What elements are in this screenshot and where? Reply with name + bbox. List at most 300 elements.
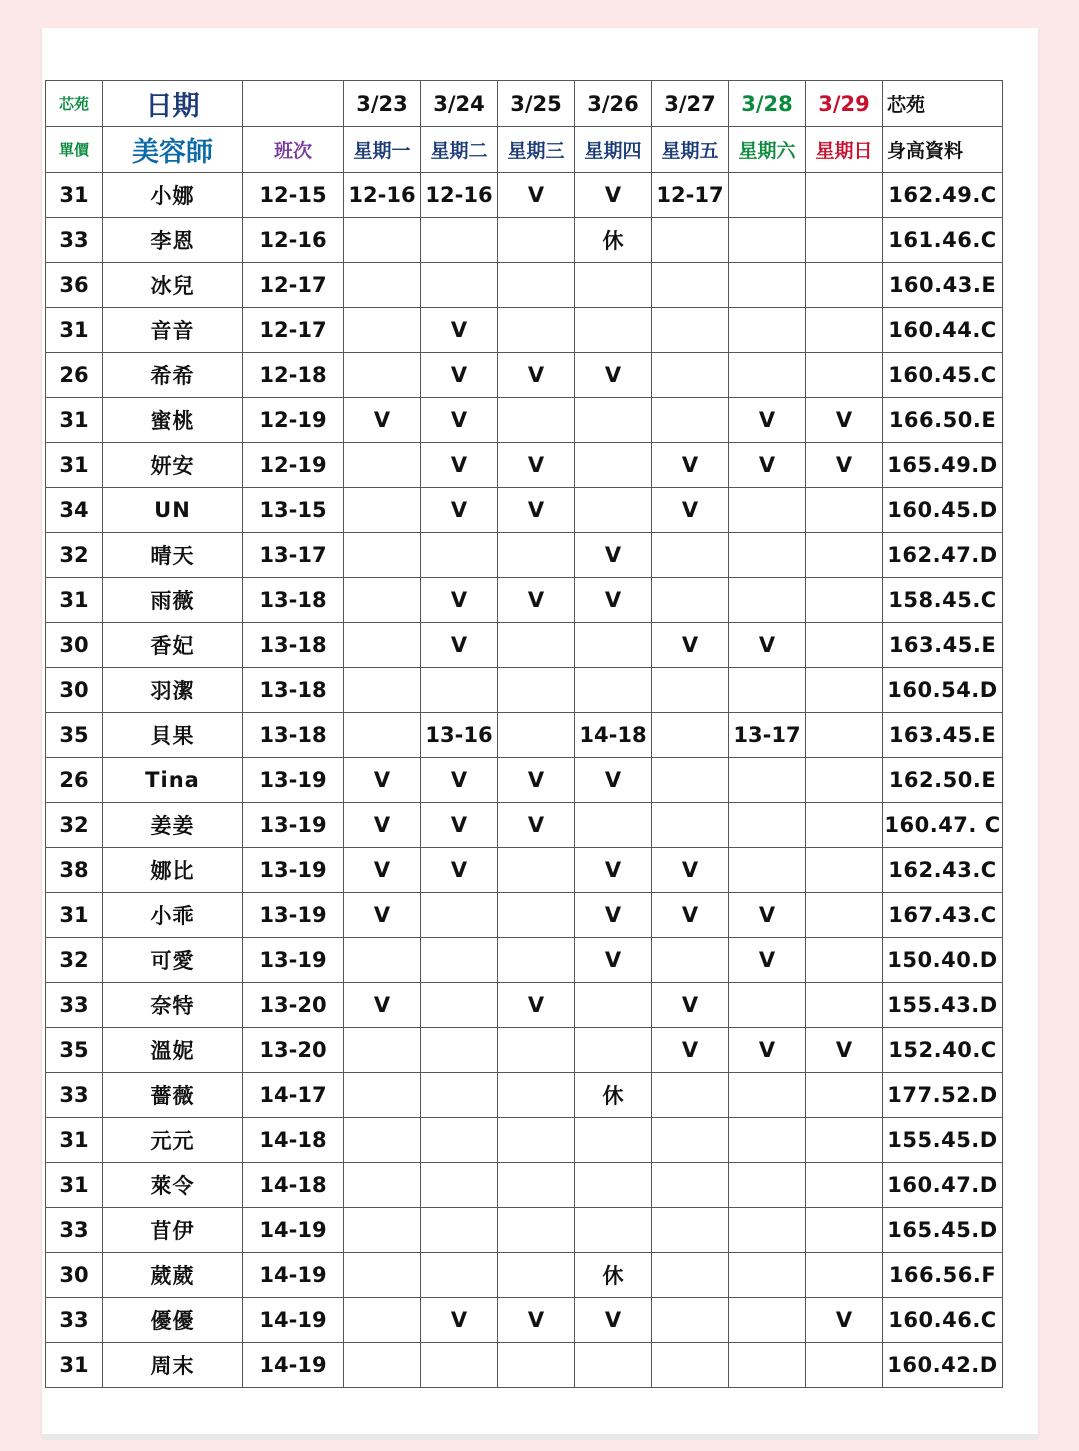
height-cell: 165.49.D <box>883 443 1003 488</box>
day-cell <box>652 1298 729 1343</box>
date-header: 3/28 <box>729 81 806 127</box>
day-cell <box>729 848 806 893</box>
day-cell <box>729 758 806 803</box>
day-cell <box>652 398 729 443</box>
price-cell: 31 <box>46 1118 103 1163</box>
day-cell: V <box>421 1298 498 1343</box>
shift-cell: 13-19 <box>243 848 344 893</box>
day-cell <box>806 848 883 893</box>
day-cell <box>344 1163 421 1208</box>
day-cell: 休 <box>575 1073 652 1118</box>
price-cell: 35 <box>46 713 103 758</box>
day-cell: V <box>421 623 498 668</box>
day-cell: V <box>729 938 806 983</box>
staff-name-cell: UN <box>103 488 243 533</box>
price-cell: 26 <box>46 758 103 803</box>
day-cell <box>344 1073 421 1118</box>
day-cell <box>575 1343 652 1388</box>
date-header: 3/24 <box>421 81 498 127</box>
day-cell: V <box>498 1298 575 1343</box>
day-cell <box>498 893 575 938</box>
brand-label-right: 芯苑 <box>883 81 1003 127</box>
day-cell: V <box>575 938 652 983</box>
header-row-dates <box>46 81 1003 127</box>
day-cell <box>729 263 806 308</box>
brand-label: 芯苑 <box>46 81 103 127</box>
day-cell <box>575 398 652 443</box>
day-cell <box>806 488 883 533</box>
price-cell: 31 <box>46 578 103 623</box>
table-row <box>46 578 1003 623</box>
day-cell <box>498 1118 575 1163</box>
weekday-header: 星期四 <box>575 127 652 173</box>
day-cell: V <box>575 848 652 893</box>
height-cell: 163.45.E <box>883 623 1003 668</box>
day-cell: V <box>652 983 729 1028</box>
day-cell <box>652 533 729 578</box>
staff-name-cell: 妍安 <box>103 443 243 488</box>
price-cell: 35 <box>46 1028 103 1073</box>
table-row <box>46 218 1003 263</box>
day-cell <box>806 623 883 668</box>
table-row <box>46 1253 1003 1298</box>
day-cell <box>575 668 652 713</box>
day-cell <box>806 938 883 983</box>
height-cell: 161.46.C <box>883 218 1003 263</box>
staff-name-cell: 貝果 <box>103 713 243 758</box>
day-cell <box>575 983 652 1028</box>
shift-cell: 14-19 <box>243 1253 344 1298</box>
day-cell <box>806 353 883 398</box>
day-cell <box>806 1208 883 1253</box>
day-cell <box>652 803 729 848</box>
day-cell <box>421 893 498 938</box>
day-cell <box>575 1208 652 1253</box>
day-cell: V <box>575 758 652 803</box>
date-header: 3/23 <box>344 81 421 127</box>
day-cell <box>421 668 498 713</box>
date-header: 3/29 <box>806 81 883 127</box>
price-cell: 34 <box>46 488 103 533</box>
price-cell: 38 <box>46 848 103 893</box>
day-cell <box>806 1343 883 1388</box>
day-cell <box>344 578 421 623</box>
day-cell <box>421 1118 498 1163</box>
staff-name-cell: 萊令 <box>103 1163 243 1208</box>
day-cell: V <box>421 443 498 488</box>
day-cell <box>806 173 883 218</box>
day-cell <box>729 533 806 578</box>
day-cell <box>575 1163 652 1208</box>
height-cell: 160.44.C <box>883 308 1003 353</box>
height-cell: 160.43.E <box>883 263 1003 308</box>
day-cell: V <box>575 1298 652 1343</box>
day-cell <box>421 1343 498 1388</box>
day-cell <box>806 533 883 578</box>
price-cell: 32 <box>46 938 103 983</box>
shift-cell: 12-15 <box>243 173 344 218</box>
day-cell: V <box>498 488 575 533</box>
price-cell: 30 <box>46 623 103 668</box>
day-cell: V <box>344 983 421 1028</box>
height-cell: 155.45.D <box>883 1118 1003 1163</box>
day-cell <box>344 533 421 578</box>
day-cell: 休 <box>575 1253 652 1298</box>
shift-cell: 13-15 <box>243 488 344 533</box>
staff-name-cell: 元元 <box>103 1118 243 1163</box>
table-row <box>46 803 1003 848</box>
day-cell: V <box>498 803 575 848</box>
table-row <box>46 443 1003 488</box>
height-label: 身高資料 <box>883 127 1003 173</box>
day-cell <box>498 848 575 893</box>
height-cell: 162.43.C <box>883 848 1003 893</box>
day-cell: V <box>575 578 652 623</box>
day-cell <box>498 938 575 983</box>
table-row <box>46 1163 1003 1208</box>
day-cell <box>806 308 883 353</box>
day-cell <box>729 353 806 398</box>
price-cell: 33 <box>46 983 103 1028</box>
height-cell: 160.45.C <box>883 353 1003 398</box>
day-cell: 12-16 <box>344 173 421 218</box>
table-row <box>46 713 1003 758</box>
table-row <box>46 488 1003 533</box>
price-cell: 33 <box>46 1073 103 1118</box>
staff-name-cell: 香妃 <box>103 623 243 668</box>
height-cell: 166.56.F <box>883 1253 1003 1298</box>
day-cell <box>806 983 883 1028</box>
height-cell: 166.50.E <box>883 398 1003 443</box>
day-cell: V <box>652 488 729 533</box>
day-cell <box>652 218 729 263</box>
day-cell: V <box>575 173 652 218</box>
day-cell <box>729 668 806 713</box>
day-cell <box>652 1253 729 1298</box>
price-cell: 31 <box>46 173 103 218</box>
price-cell: 31 <box>46 893 103 938</box>
price-cell: 31 <box>46 443 103 488</box>
staff-name-cell: 羽潔 <box>103 668 243 713</box>
day-cell <box>729 1343 806 1388</box>
staff-name-cell: 周末 <box>103 1343 243 1388</box>
shift-cell: 13-19 <box>243 893 344 938</box>
shift-cell: 13-19 <box>243 938 344 983</box>
day-cell <box>806 893 883 938</box>
staff-name-cell: 薔薇 <box>103 1073 243 1118</box>
day-cell: V <box>729 443 806 488</box>
day-cell <box>729 173 806 218</box>
staff-name-cell: 晴天 <box>103 533 243 578</box>
day-cell <box>729 983 806 1028</box>
schedule-table <box>45 80 1003 1388</box>
staff-name-cell: 溫妮 <box>103 1028 243 1073</box>
day-cell <box>729 1253 806 1298</box>
table-row <box>46 623 1003 668</box>
day-cell: 12-16 <box>421 173 498 218</box>
header-row-weekdays <box>46 127 1003 173</box>
day-cell <box>344 1253 421 1298</box>
shift-cell: 12-16 <box>243 218 344 263</box>
day-cell: V <box>806 398 883 443</box>
day-cell <box>806 713 883 758</box>
day-cell <box>498 1163 575 1208</box>
day-cell <box>498 1073 575 1118</box>
day-cell: V <box>652 1028 729 1073</box>
weekday-header: 星期六 <box>729 127 806 173</box>
day-cell <box>575 263 652 308</box>
staff-name-cell: Tina <box>103 758 243 803</box>
day-cell <box>729 1298 806 1343</box>
day-cell: V <box>421 848 498 893</box>
day-cell: V <box>729 1028 806 1073</box>
table-row <box>46 1118 1003 1163</box>
day-cell <box>652 578 729 623</box>
day-cell <box>652 1118 729 1163</box>
day-cell <box>344 1343 421 1388</box>
day-cell <box>498 1343 575 1388</box>
day-cell <box>729 218 806 263</box>
day-cell: V <box>652 623 729 668</box>
day-cell <box>344 713 421 758</box>
day-cell <box>806 1073 883 1118</box>
table-row <box>46 668 1003 713</box>
price-cell: 31 <box>46 308 103 353</box>
day-cell <box>344 1208 421 1253</box>
day-cell <box>806 1118 883 1163</box>
shift-cell: 12-19 <box>243 398 344 443</box>
height-cell: 177.52.D <box>883 1073 1003 1118</box>
staff-name-cell: 小娜 <box>103 173 243 218</box>
staff-name-cell: 李恩 <box>103 218 243 263</box>
day-cell <box>806 758 883 803</box>
day-cell <box>575 308 652 353</box>
shift-cell: 13-19 <box>243 803 344 848</box>
shift-cell: 14-19 <box>243 1298 344 1343</box>
shift-cell: 14-18 <box>243 1163 344 1208</box>
day-cell: V <box>498 443 575 488</box>
height-cell: 167.43.C <box>883 893 1003 938</box>
price-cell: 31 <box>46 1163 103 1208</box>
day-cell <box>498 668 575 713</box>
day-cell <box>421 1028 498 1073</box>
day-cell <box>575 443 652 488</box>
day-cell <box>344 1028 421 1073</box>
day-cell: V <box>498 353 575 398</box>
day-cell <box>498 398 575 443</box>
height-cell: 165.45.D <box>883 1208 1003 1253</box>
height-cell: 150.40.D <box>883 938 1003 983</box>
day-cell: 休 <box>575 218 652 263</box>
day-cell <box>344 623 421 668</box>
day-cell: V <box>421 758 498 803</box>
price-cell: 33 <box>46 1208 103 1253</box>
day-cell <box>498 308 575 353</box>
shift-cell: 14-17 <box>243 1073 344 1118</box>
weekday-header: 星期三 <box>498 127 575 173</box>
staff-name-cell: 可愛 <box>103 938 243 983</box>
day-cell <box>498 218 575 263</box>
shift-label: 班次 <box>243 127 344 173</box>
day-cell <box>421 1208 498 1253</box>
day-cell <box>575 1118 652 1163</box>
table-row <box>46 758 1003 803</box>
day-cell: V <box>421 398 498 443</box>
day-cell <box>344 443 421 488</box>
table-row <box>46 1343 1003 1388</box>
shift-cell: 13-18 <box>243 578 344 623</box>
day-cell <box>652 713 729 758</box>
price-cell: 33 <box>46 1298 103 1343</box>
shift-cell: 13-20 <box>243 1028 344 1073</box>
day-cell: V <box>344 803 421 848</box>
shift-cell: 13-18 <box>243 713 344 758</box>
staff-label: 美容師 <box>103 127 243 173</box>
table-row <box>46 1073 1003 1118</box>
day-cell <box>421 1253 498 1298</box>
day-cell: 12-17 <box>652 173 729 218</box>
shift-cell: 13-19 <box>243 758 344 803</box>
day-cell <box>344 1118 421 1163</box>
day-cell: V <box>498 983 575 1028</box>
day-cell <box>498 713 575 758</box>
day-cell <box>498 263 575 308</box>
weekday-header: 星期日 <box>806 127 883 173</box>
weekday-header: 星期五 <box>652 127 729 173</box>
day-cell: V <box>575 353 652 398</box>
table-row <box>46 1298 1003 1343</box>
day-cell <box>344 218 421 263</box>
price-cell: 31 <box>46 1343 103 1388</box>
day-cell: V <box>652 893 729 938</box>
day-cell <box>729 308 806 353</box>
price-cell: 33 <box>46 218 103 263</box>
day-cell <box>729 488 806 533</box>
day-cell <box>729 1163 806 1208</box>
price-cell: 36 <box>46 263 103 308</box>
day-cell <box>806 263 883 308</box>
day-cell <box>421 1073 498 1118</box>
day-cell <box>806 803 883 848</box>
shift-cell: 12-18 <box>243 353 344 398</box>
day-cell <box>575 488 652 533</box>
staff-name-cell: 蜜桃 <box>103 398 243 443</box>
price-cell: 32 <box>46 533 103 578</box>
staff-name-cell: 小乖 <box>103 893 243 938</box>
height-cell: 160.46.C <box>883 1298 1003 1343</box>
height-cell: 162.47.D <box>883 533 1003 578</box>
price-cell: 32 <box>46 803 103 848</box>
price-cell: 30 <box>46 668 103 713</box>
day-cell <box>498 1208 575 1253</box>
day-cell <box>421 533 498 578</box>
day-cell <box>498 623 575 668</box>
height-cell: 160.47.D <box>883 1163 1003 1208</box>
table-row <box>46 308 1003 353</box>
staff-name-cell: 希希 <box>103 353 243 398</box>
day-cell <box>421 1163 498 1208</box>
day-cell: V <box>575 893 652 938</box>
day-cell: V <box>421 308 498 353</box>
day-cell <box>344 263 421 308</box>
day-cell: V <box>421 353 498 398</box>
shift-cell: 12-19 <box>243 443 344 488</box>
price-label: 單價 <box>46 127 103 173</box>
height-cell: 158.45.C <box>883 578 1003 623</box>
staff-name-cell: 奈特 <box>103 983 243 1028</box>
day-cell <box>421 938 498 983</box>
blank-header-cell <box>243 81 344 127</box>
table-row <box>46 1028 1003 1073</box>
table-row <box>46 398 1003 443</box>
day-cell: 13-17 <box>729 713 806 758</box>
staff-name-cell: 苜伊 <box>103 1208 243 1253</box>
date-header: 3/27 <box>652 81 729 127</box>
height-cell: 152.40.C <box>883 1028 1003 1073</box>
day-cell: V <box>806 1028 883 1073</box>
price-cell: 30 <box>46 1253 103 1298</box>
day-cell <box>652 263 729 308</box>
height-cell: 162.50.E <box>883 758 1003 803</box>
day-cell <box>344 308 421 353</box>
height-cell: 162.49.C <box>883 173 1003 218</box>
day-cell: V <box>344 893 421 938</box>
staff-name-cell: 音音 <box>103 308 243 353</box>
table-row <box>46 173 1003 218</box>
staff-name-cell: 冰兒 <box>103 263 243 308</box>
shift-cell: 13-18 <box>243 668 344 713</box>
day-cell <box>575 623 652 668</box>
day-cell <box>344 353 421 398</box>
day-cell <box>575 803 652 848</box>
table-row <box>46 533 1003 578</box>
price-cell: 26 <box>46 353 103 398</box>
day-cell <box>652 758 729 803</box>
day-cell: V <box>729 893 806 938</box>
day-cell: V <box>421 803 498 848</box>
table-row <box>46 1208 1003 1253</box>
day-cell <box>806 1253 883 1298</box>
height-cell: 163.45.E <box>883 713 1003 758</box>
day-cell <box>806 668 883 713</box>
day-cell <box>729 1073 806 1118</box>
shift-cell: 12-17 <box>243 308 344 353</box>
shift-cell: 13-17 <box>243 533 344 578</box>
price-cell: 31 <box>46 398 103 443</box>
day-cell <box>729 1118 806 1163</box>
day-cell <box>806 218 883 263</box>
day-cell <box>652 1208 729 1253</box>
day-cell: V <box>652 848 729 893</box>
day-cell <box>652 1073 729 1118</box>
height-cell: 160.47. C <box>883 803 1003 848</box>
table-row <box>46 848 1003 893</box>
staff-name-cell: 娜比 <box>103 848 243 893</box>
day-cell: V <box>498 758 575 803</box>
table-row <box>46 353 1003 398</box>
day-cell: V <box>421 578 498 623</box>
day-cell <box>652 1343 729 1388</box>
day-cell <box>575 1028 652 1073</box>
staff-name-cell: 優優 <box>103 1298 243 1343</box>
day-cell <box>344 1298 421 1343</box>
day-cell <box>421 263 498 308</box>
sheet-shadow <box>42 1434 1038 1440</box>
day-cell: 13-16 <box>421 713 498 758</box>
shift-cell: 14-18 <box>243 1118 344 1163</box>
shift-cell: 13-20 <box>243 983 344 1028</box>
day-cell: V <box>729 398 806 443</box>
